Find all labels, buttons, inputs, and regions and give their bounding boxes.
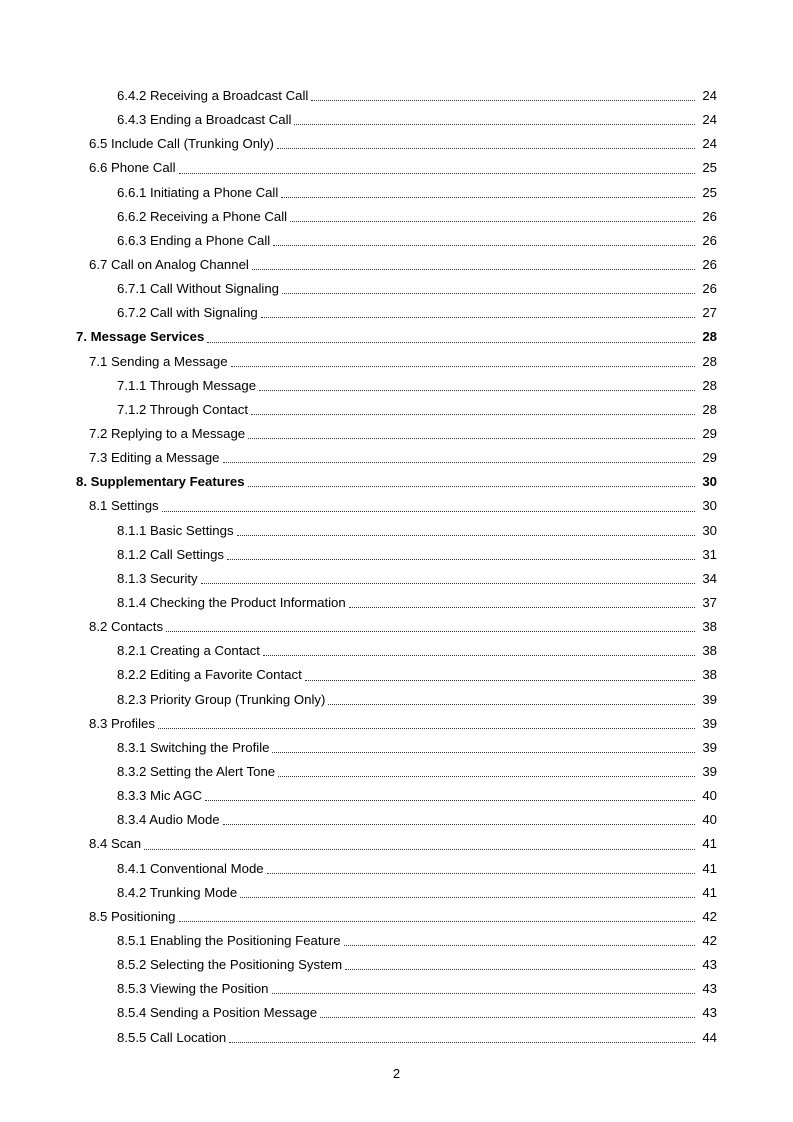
toc-entry-page-number: 43 (702, 1005, 717, 1021)
dot-leader (282, 292, 695, 294)
dot-leader (251, 413, 695, 415)
toc-entry-page-number: 38 (702, 667, 717, 683)
toc-entry-title: 7.1 Sending a Message (89, 353, 228, 369)
toc-entry-page-number: 40 (702, 812, 717, 828)
toc-entry[interactable] (0, 205, 793, 229)
toc-entry-page-number: 44 (702, 1029, 717, 1045)
toc-entry-page-number: 39 (702, 715, 717, 731)
toc-entry-title: 8.3.2 Setting the Alert Tone (117, 764, 276, 779)
toc-entry[interactable] (0, 494, 793, 518)
toc-entry-page-number: 38 (702, 619, 717, 635)
toc-entry-page-number: 41 (702, 836, 717, 852)
toc-entry[interactable] (0, 712, 793, 736)
dot-leader (320, 1016, 695, 1018)
dot-leader (179, 920, 695, 922)
toc-entry[interactable] (0, 422, 793, 446)
toc-entry-page-number: 38 (702, 643, 717, 659)
toc-entry-page-number: 28 (702, 329, 717, 345)
toc-entry-page-number: 40 (702, 788, 717, 804)
dot-leader (158, 727, 695, 729)
dot-leader (205, 799, 695, 801)
toc-entry[interactable] (0, 519, 793, 543)
toc-entry[interactable] (0, 156, 793, 180)
dot-leader (272, 751, 695, 753)
toc-entry[interactable] (0, 591, 793, 615)
toc-entry-page-number: 39 (702, 764, 717, 779)
toc-entry[interactable] (0, 374, 793, 398)
dot-leader (345, 968, 695, 970)
toc-entry-title: 6.6.1 Initiating a Phone Call (117, 184, 279, 200)
toc-entry-title: 8.1.1 Basic Settings (117, 522, 234, 538)
toc-entry[interactable] (0, 784, 793, 808)
toc-entry-page-number: 28 (702, 353, 717, 369)
toc-entry[interactable] (0, 760, 793, 784)
toc-entry-page-number: 37 (702, 595, 717, 611)
toc-entry-page-number: 26 (702, 232, 717, 248)
toc-entry[interactable] (0, 736, 793, 760)
toc-entry-title: 8.4 Scan (89, 836, 142, 852)
dot-leader (272, 992, 695, 994)
dot-leader (281, 196, 695, 198)
toc-entry-page-number: 30 (702, 474, 717, 490)
toc-entry-page-number: 25 (702, 184, 717, 200)
toc-entry[interactable] (0, 639, 793, 663)
toc-entry-page-number: 39 (702, 691, 717, 707)
toc-entry[interactable] (0, 446, 793, 470)
dot-leader (229, 1041, 695, 1043)
dot-leader (344, 944, 695, 946)
toc-entry-page-number: 24 (702, 136, 717, 152)
dot-leader (179, 172, 695, 174)
toc-entry-page-number: 24 (702, 112, 717, 128)
toc-entry-title: 8.2.3 Priority Group (Trunking Only) (117, 691, 326, 707)
toc-entry-title: 8.5 Positioning (89, 908, 176, 924)
toc-entry[interactable] (0, 929, 793, 953)
dot-leader (201, 582, 695, 584)
toc-entry-title: 8.3.3 Mic AGC (117, 788, 203, 804)
page-number: 2 (392, 1066, 401, 1081)
toc-entry-page-number: 30 (702, 522, 717, 538)
toc-entry-title: 6.6.2 Receiving a Phone Call (117, 208, 288, 224)
dot-leader (349, 606, 695, 608)
toc-entry-title: 6.4.3 Ending a Broadcast Call (117, 112, 292, 128)
toc-entry-page-number: 41 (702, 860, 717, 876)
toc-entry-page-number: 28 (702, 401, 717, 417)
toc-entry[interactable] (0, 953, 793, 977)
toc-entry[interactable] (0, 350, 793, 374)
toc-entry-page-number: 30 (702, 498, 717, 514)
toc-entry-title: 8.5.1 Enabling the Positioning Feature (117, 932, 341, 948)
toc-entry-title: 7.3 Editing a Message (89, 450, 220, 466)
toc-entry[interactable] (0, 1025, 793, 1049)
toc-entry-title: 7. Message Services (76, 329, 205, 345)
toc-entry-page-number: 43 (702, 957, 717, 973)
dot-leader (248, 437, 695, 439)
toc-entry-title: 6.4.2 Receiving a Broadcast Call (117, 88, 309, 104)
toc-entry-title: 8.5.5 Call Location (117, 1029, 227, 1045)
dot-leader (227, 558, 695, 560)
toc-entry-title: 8.3.1 Switching the Profile (117, 739, 270, 755)
toc-entry[interactable] (0, 277, 793, 301)
dot-leader (261, 316, 695, 318)
toc-entry[interactable] (0, 108, 793, 132)
dot-leader (294, 123, 695, 125)
dot-leader (273, 244, 695, 246)
toc-entry-page-number: 43 (702, 981, 717, 997)
toc-entry-page-number: 28 (702, 377, 717, 393)
toc-entry-title: 8.4.1 Conventional Mode (117, 860, 264, 876)
toc-entry[interactable] (0, 1001, 793, 1025)
toc-entry-title: 6.6.3 Ending a Phone Call (117, 232, 271, 248)
toc-entry[interactable] (0, 181, 793, 205)
toc-entry[interactable] (0, 688, 793, 712)
toc-entry-title: 8.5.2 Selecting the Positioning System (117, 957, 343, 973)
dot-leader (248, 485, 695, 487)
dot-leader (166, 630, 695, 632)
dot-leader (259, 389, 695, 391)
dot-leader (278, 775, 695, 777)
toc-entry-page-number: 31 (702, 546, 717, 562)
toc-entry-title: 6.5 Include Call (Trunking Only) (89, 136, 274, 152)
toc-entry-title: 8.3.4 Audio Mode (117, 812, 220, 828)
dot-leader (311, 99, 695, 101)
toc-entry[interactable] (0, 663, 793, 687)
toc-entry[interactable] (0, 325, 793, 349)
toc-entry-page-number: 42 (702, 908, 717, 924)
toc-entry-page-number: 41 (702, 884, 717, 900)
toc-entry-page-number: 29 (702, 450, 717, 466)
dot-leader (305, 679, 695, 681)
toc-entry[interactable] (0, 567, 793, 591)
toc-entry-title: 8.1 Settings (89, 498, 159, 514)
toc-entry[interactable] (0, 301, 793, 325)
toc-entry[interactable] (0, 905, 793, 929)
dot-leader (207, 341, 695, 343)
toc-entry[interactable] (0, 857, 793, 881)
toc-entry[interactable] (0, 398, 793, 422)
dot-leader (252, 268, 695, 270)
dot-leader (328, 703, 695, 705)
toc-entry-title: 8.5.4 Sending a Position Message (117, 1005, 318, 1021)
dot-leader (237, 534, 695, 536)
dot-leader (144, 848, 695, 850)
dot-leader (162, 510, 695, 512)
toc-entry-title: 8.2.1 Creating a Contact (117, 643, 260, 659)
table-of-contents (0, 84, 793, 1050)
toc-entry[interactable] (0, 615, 793, 639)
toc-entry-page-number: 24 (702, 88, 717, 104)
toc-entry[interactable] (0, 977, 793, 1001)
toc-entry-page-number: 26 (702, 281, 717, 297)
toc-entry-title: 7.1.1 Through Message (117, 377, 257, 393)
toc-entry-title: 6.7.2 Call with Signaling (117, 305, 258, 321)
dot-leader (267, 872, 695, 874)
toc-entry-title: 8.3 Profiles (89, 715, 155, 731)
toc-entry-title: 7.2 Replying to a Message (89, 426, 246, 442)
toc-entry[interactable] (0, 253, 793, 277)
toc-entry-page-number: 26 (702, 257, 717, 273)
toc-entry-page-number: 25 (702, 160, 717, 176)
dot-leader (223, 461, 696, 463)
toc-entry-page-number: 29 (702, 426, 717, 442)
dot-leader (231, 365, 695, 367)
dot-leader (223, 823, 695, 825)
toc-entry-title: 8.1.4 Checking the Product Information (117, 595, 346, 611)
toc-entry[interactable] (0, 132, 793, 156)
toc-entry-title: 7.1.2 Through Contact (117, 401, 248, 417)
toc-entry-title: 6.7 Call on Analog Channel (89, 257, 249, 273)
toc-entry-title: 8.2.2 Editing a Favorite Contact (117, 667, 302, 683)
toc-entry[interactable] (0, 832, 793, 856)
toc-entry-title: 6.7.1 Call Without Signaling (117, 281, 280, 297)
toc-entry-page-number: 42 (702, 932, 717, 948)
toc-entry-title: 8.5.3 Viewing the Position (117, 981, 269, 997)
toc-entry-title: 8.1.2 Call Settings (117, 546, 225, 562)
toc-entry[interactable] (0, 808, 793, 832)
dot-leader (263, 654, 695, 656)
toc-entry-title: 8. Supplementary Features (76, 474, 245, 490)
toc-entry-page-number: 26 (702, 208, 717, 224)
dot-leader (240, 896, 695, 898)
toc-entry[interactable] (0, 229, 793, 253)
toc-entry-title: 8.4.2 Trunking Mode (117, 884, 238, 900)
toc-entry-title: 8.1.3 Security (117, 570, 198, 586)
toc-entry[interactable] (0, 84, 793, 108)
toc-entry-page-number: 34 (702, 570, 717, 586)
toc-entry[interactable] (0, 543, 793, 567)
toc-entry-title: 6.6 Phone Call (89, 160, 176, 176)
dot-leader (277, 147, 695, 149)
toc-entry-page-number: 39 (702, 739, 717, 755)
toc-entry-title: 8.2 Contacts (89, 619, 164, 635)
toc-entry[interactable] (0, 470, 793, 494)
toc-entry[interactable] (0, 881, 793, 905)
dot-leader (290, 220, 695, 222)
toc-entry-page-number: 27 (702, 305, 717, 321)
